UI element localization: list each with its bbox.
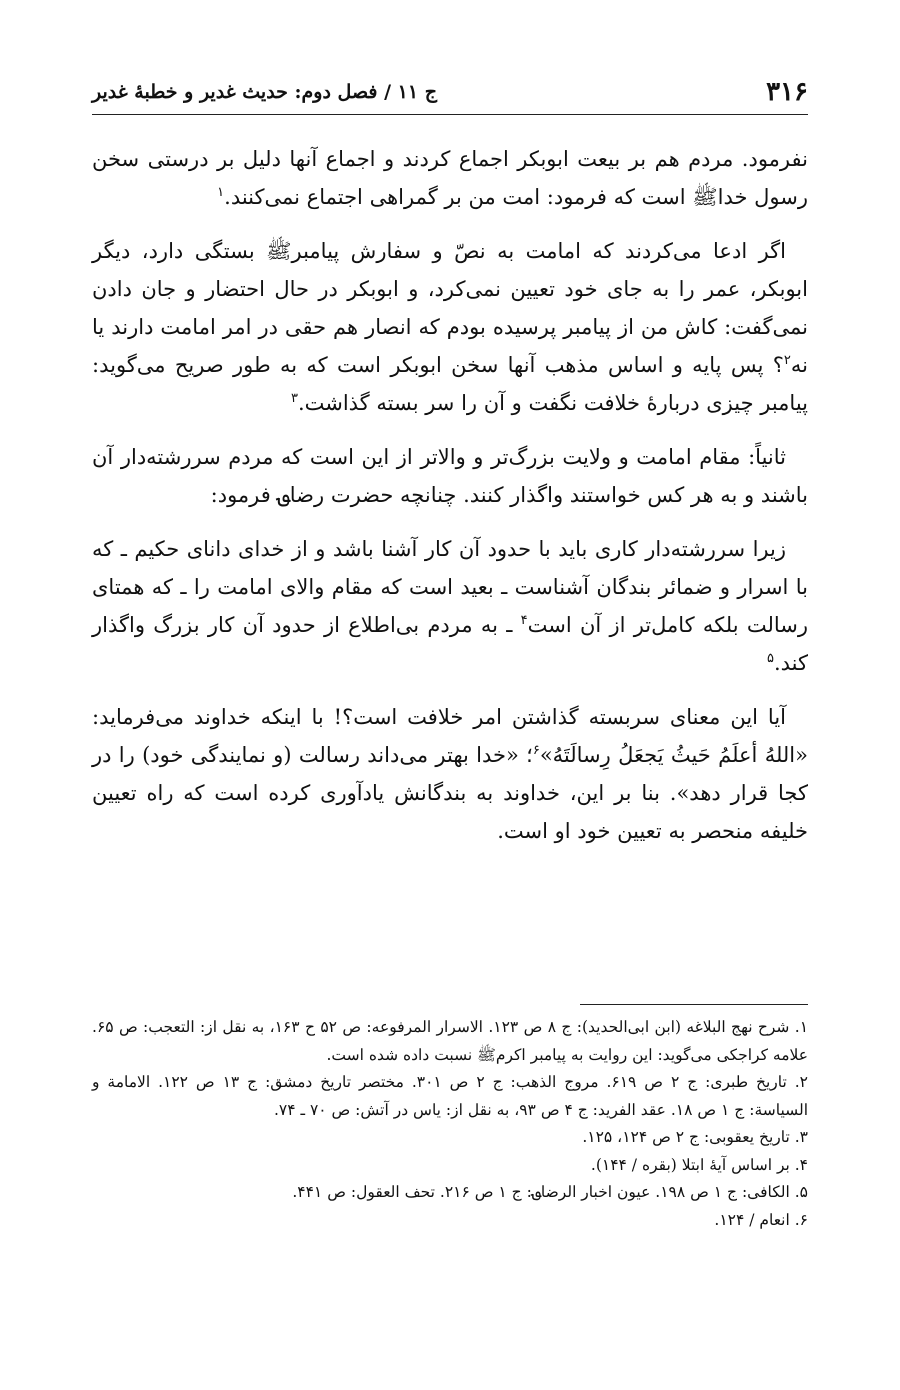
paragraph-4-quote <box>92 530 808 682</box>
paragraph-text-continued: ـ به مردم بی‌اطلاع از حدود آن کار بزرگ واگذار کند. <box>92 613 808 675</box>
paragraph-text-continued: ؛ «خدا بهتر می‌داند رسالت (و نمایندگی خود) را در کجا قرار دهد». بنا بر این، خداوند به بندگانش یادآوری کرده است که راه تعیین خلیفه منحصر به تعیین خود او است. <box>92 743 808 843</box>
paragraph-text: نفرمود. مردم هم بر بیعت ابوبکر اجماع کردند و اجماع آنها دلیل بر درستی سخن رسول خداﷺ است که فرمود: امت من بر گمراهی اجتماع نمی‌کنند. <box>92 147 808 209</box>
footnote-marker: ۶ <box>532 743 540 758</box>
footnote-marker: ۳ <box>290 391 298 406</box>
footnote-4: ۴. بر اساس آیهٔ ابتلا (بقره / ۱۴۴). <box>590 1155 808 1174</box>
paragraph-5 <box>92 698 808 850</box>
footnote-marker: ۴ <box>520 613 528 628</box>
footnote-5: ۵. الکافی: ج ۱ ص ۱۹۸. عیون اخبار الرضا؈: ج ۱ ص ۲۱۶. تحف العقول: ص ۴۴۱. <box>292 1183 808 1201</box>
footnote-marker: ۱ <box>217 185 225 200</box>
page-header <box>92 70 808 115</box>
paragraph-text: اگر ادعا می‌کردند که امامت به نصّ و سفارش پیامبرﷺ بستگی دارد، دیگر ابوبکر، عمر را به جای خود تعیین نمی‌کرد، و ابوبکر در حال احتضار و جان دادن نمی‌گفت: کاش من از پیامبر پرسیده بودم که انصار هم حقی در امر امامت دارند یا نه <box>92 239 808 377</box>
footnote-3: ۳. تاریخ یعقوبی: ج ۲ ص ۱۲۴، ۱۲۵. <box>582 1128 808 1146</box>
footnote-2: ۲. تاریخ طبری: ج ۲ ص ۶۱۹. مروج الذهب: ج ۲ ص ۳۰۱. مختصر تاریخ دمشق: ج ۱۳ ص ۱۲۲. الامامة و السیاسة: ج ۱ ص ۱۸. عقد الفرید: ج ۴ ص ۹۳، به نقل از: یاس در آتش: ص ۷۰ ـ ۷۴. <box>92 1073 808 1119</box>
page-number: ۳۱۶ <box>766 77 808 107</box>
running-head: ج ۱۱ / فصل دوم: حدیث غدیر و خطبهٔ غدیر <box>92 81 437 103</box>
paragraph-2 <box>92 232 808 422</box>
main-text <box>92 140 808 866</box>
paragraph-1 <box>92 140 808 216</box>
footnote-1: ۱. شرح نهج البلاغه (ابن ابی‌الحدید): ج ۸ ص ۱۲۳. الاسرار المرفوعه: ص ۵۲ ح ۱۶۳، به نقل از: التعجب: ص ۶۵. علامه کراجکی می‌گوید: این روایت به پیامبر اکرمﷺ نسبت داده شده است. <box>92 1018 809 1064</box>
footnote-separator <box>580 1004 808 1005</box>
paragraph-text: آیا این معنای سربسته گذاشتن امر خلافت است؟! با اینکه خداوند می‌فرماید: «اللهُ أعلَمُ حَیثُ یَجعَلُ رِسالَتَهُ» <box>92 705 808 767</box>
paragraph-text: زیرا سررشته‌دار کاری باید با حدود آن کار آشنا باشد و از خدای دانای حکیم ـ که با اسرار و ضمائر بندگان آشناست ـ بعید است که مقام والای امامت را ـ که همتای رسالت بلکه کامل‌تر از آن است <box>92 537 809 637</box>
footnotes <box>92 1014 808 1234</box>
paragraph-text: ثانیاً: مقام امامت و ولایت بزرگ‌تر و والاتر از این است که مردم سررشته‌دار آن باشند و به هر کس خواستند واگذار کنند. چنانچه حضرت رضا؈ فرمود: <box>92 445 808 507</box>
footnote-marker: ۲ <box>783 353 791 368</box>
paragraph-text-continued: ؟ پس پایه و اساس مذهب آنها سخن ابوبکر است که به طور صریح می‌گوید: پیامبر چیزی دربارهٔ خلافت نگفت و آن را سر بسته گذاشت. <box>92 353 808 415</box>
paragraph-3 <box>92 438 808 514</box>
footnote-marker: ۵ <box>766 651 774 666</box>
footnote-6: ۶. انعام / ۱۲۴. <box>714 1210 808 1229</box>
